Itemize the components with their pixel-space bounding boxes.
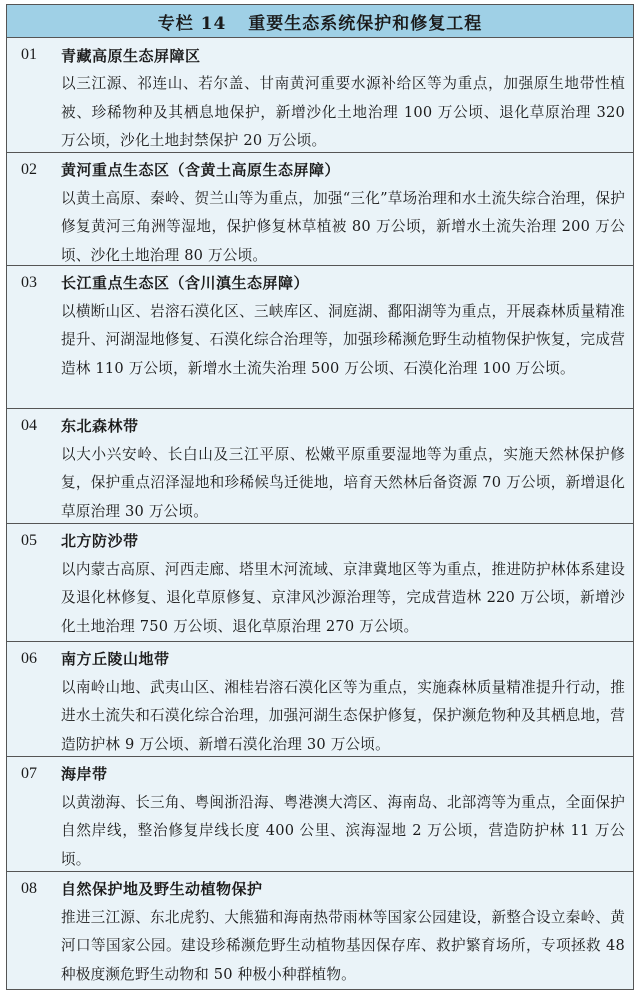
section-number: 02 bbox=[21, 160, 37, 178]
project-table bbox=[6, 4, 634, 990]
section-title: 北方防沙带 bbox=[61, 532, 139, 551]
section-body: 以大小兴安岭、长白山及三江平原、松嫩平原重要湿地等为重点，实施天然林保护修复，保护重点沼泽湿地和珍稀候鸟迁徙地，培育天然林后备资源 70 万公顷，新增退化草原治理 30 万公顷。 bbox=[61, 445, 625, 520]
section-01 bbox=[7, 38, 633, 153]
section-title: 长江重点生态区（含川滇生态屏障） bbox=[61, 274, 310, 293]
section-title: 南方丘陵山地带 bbox=[61, 650, 170, 669]
section-06 bbox=[7, 642, 633, 757]
section-07 bbox=[7, 757, 633, 872]
table-title bbox=[7, 5, 633, 38]
section-02 bbox=[7, 153, 633, 266]
section-number: 04 bbox=[21, 416, 37, 434]
section-03 bbox=[7, 266, 633, 409]
section-body: 以内蒙古高原、河西走廊、塔里木河流域、京津冀地区等为重点，推进防护林体系建设及退化林修复、退化草原修复、京津风沙源治理等，完成营造林 220 万公顷，新增沙化土地治理 750 万公顷、退化草原治理 270 万公顷。 bbox=[61, 560, 625, 635]
section-body: 以黄渤海、长三角、粤闽浙沿海、粤港澳大湾区、海南岛、北部湾等为重点，全面保护自然岸线，整治修复岸线长度 400 公里、滨海湿地 2 万公顷，营造防护林 11 万公顷。 bbox=[61, 793, 625, 868]
section-body: 以横断山区、岩溶石漠化区、三峡库区、洞庭湖、鄱阳湖等为重点，开展森林质量精准提升、河湖湿地修复、石漠化综合治理等，加强珍稀濒危野生动植物保护恢复，完成营造林 110 万公顷，新增水土流失治理 500 万公顷、石漠化治理 100 万公顷。 bbox=[61, 302, 625, 377]
section-number: 08 bbox=[21, 879, 37, 897]
section-05 bbox=[7, 524, 633, 642]
table-label: 专栏 14 bbox=[157, 13, 227, 34]
section-body: 以南岭山地、武夷山区、湘桂岩溶石漠化区等为重点，实施森林质量精准提升行动，推进水土流失和石漠化综合治理，加强河湖生态保护修复，保护濒危物种及其栖息地，营造防护林 9 万公顷、新增石漠化治理 30 万公顷。 bbox=[61, 678, 625, 753]
section-title: 青藏高原生态屏障区 bbox=[61, 46, 201, 65]
section-title: 自然保护地及野生动植物保护 bbox=[61, 880, 263, 899]
section-number: 07 bbox=[21, 764, 37, 782]
section-body: 以黄土高原、秦岭、贺兰山等为重点，加强“三化”草场治理和水土流失综合治理，保护修复黄河三角洲等湿地，保护修复林草植被 80 万公顷，新增水土流失治理 200 万公顷、沙化土地治理 80 万公顷。 bbox=[61, 189, 625, 264]
section-title: 东北森林带 bbox=[61, 417, 139, 436]
section-04 bbox=[7, 409, 633, 524]
section-number: 01 bbox=[21, 46, 37, 63]
section-body: 以三江源、祁连山、若尔盖、甘南黄河重要水源补给区等为重点，加强原生地带性植被、珍稀物种及其栖息地保护，新增沙化土地治理 100 万公顷、退化草原治理 320 万公顷，沙化土地封禁保护 20 万公顷。 bbox=[61, 75, 625, 149]
section-08 bbox=[7, 872, 633, 989]
section-number: 06 bbox=[21, 649, 37, 667]
section-number: 03 bbox=[21, 273, 37, 291]
section-title: 黄河重点生态区（含黄土高原生态屏障） bbox=[61, 161, 341, 180]
section-title: 海岸带 bbox=[61, 765, 108, 784]
table-title-text: 重要生态系统保护和修复工程 bbox=[248, 13, 483, 34]
section-number: 05 bbox=[21, 531, 37, 549]
section-body: 推进三江源、东北虎豹、大熊猫和海南热带雨林等国家公园建设，新整合设立秦岭、黄河口等国家公园。建设珍稀濒危野生动植物基因保存库、救护繁育场所，专项拯救 48 种极度濒危野生动物和 50 种极小种群植物。 bbox=[61, 908, 625, 983]
